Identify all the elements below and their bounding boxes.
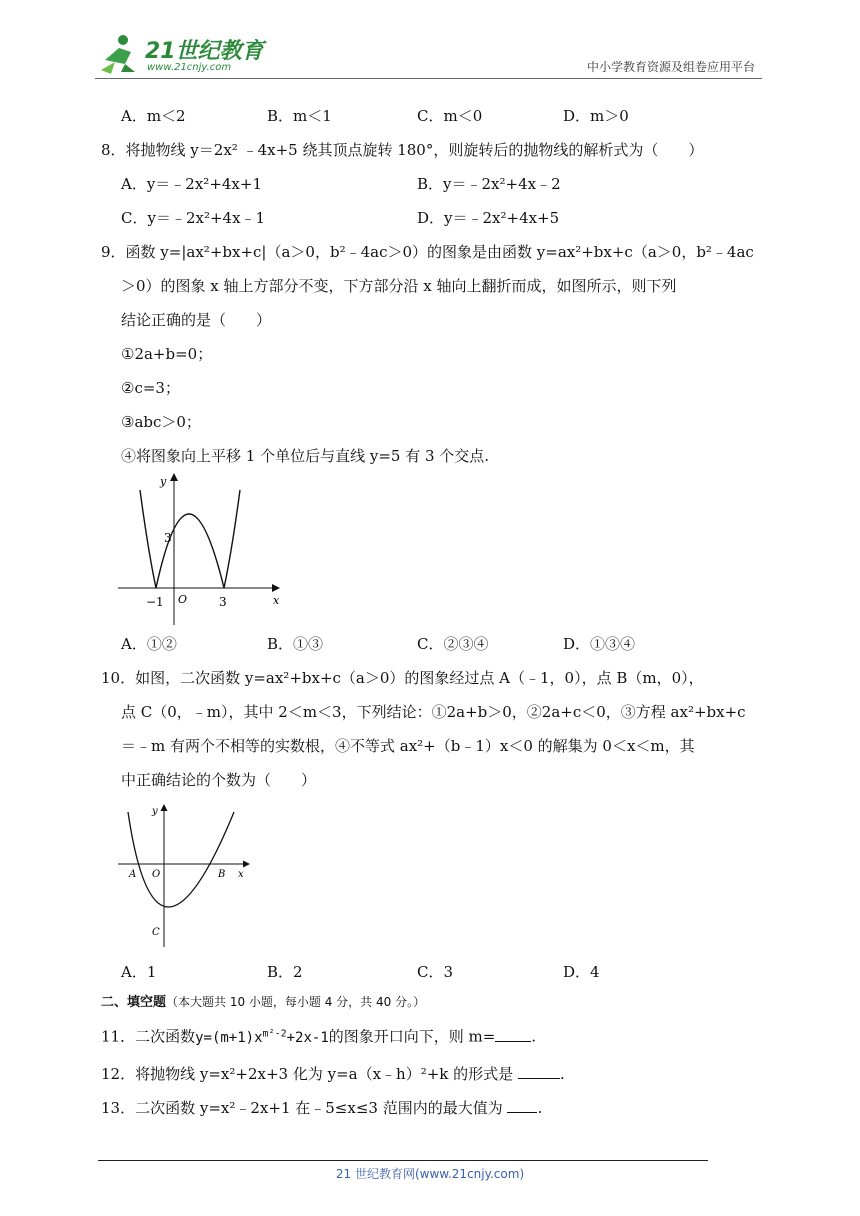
q11-line [101, 1024, 536, 1048]
q9-statement-2: ②c=3； [121, 379, 180, 397]
q10-option-a: A．1 [121, 963, 157, 981]
q10-stem-line-2: 点 C（0，﹣m），其中 2＜m＜3，下列结论：①2a+b＞0，②2a+c＜0，③方程 ax²+bx+c [121, 703, 746, 721]
q7-option-d: D．m＞0 [563, 107, 629, 125]
q8-option-a: A．y＝﹣2x²+4x+1 [121, 175, 263, 193]
q9-statement-4: ④将图象向上平移 1 个单位后与直线 y=5 有 3 个交点. [121, 447, 490, 465]
q9-graph [118, 470, 288, 630]
q9-stem-line-1: 9．函数 y=|ax²+bx+c|（a＞0，b²﹣4ac＞0）的图象是由函数 y=ax²+bx+c（a＞0，b²﹣4ac [101, 243, 754, 261]
q10-y-label: y [152, 806, 158, 817]
q10-graph [116, 802, 256, 950]
header-divider [95, 78, 762, 79]
q7-option-c: C．m＜0 [417, 107, 483, 125]
q9-stem-line-2: ＞0）的图象 x 轴上方部分不变，下方部分沿 x 轴向上翻折而成，如图所示，则下列 [121, 277, 677, 295]
logo-url: www.21cnjy.com [147, 62, 232, 73]
q10-option-d: D．4 [563, 963, 600, 981]
q9-tick-3x: 3 [219, 595, 227, 609]
q9-curve-right [224, 490, 240, 588]
q7-option-b: B．m＜1 [267, 107, 332, 125]
q10-option-b: B．2 [267, 963, 303, 981]
q9-tick-neg1: −1 [146, 595, 164, 609]
q8-stem: 8．将抛物线 y＝2x² ﹣4x+5 绕其顶点旋转 180°，则旋转后的抛物线的解析式为（ ） [101, 141, 704, 159]
q10-point-a: A [129, 869, 137, 880]
q9-option-c: C．②③④ [417, 635, 489, 653]
section2-title: 二、填空题 [101, 995, 167, 1010]
q12-end: . [559, 1065, 565, 1083]
q10-point-b: B [218, 869, 226, 880]
q11-suffix: 的图象开口向下，则 m= [328, 1027, 496, 1046]
q9-x-label: x [273, 594, 280, 607]
q9-option-d: D．①③④ [563, 635, 636, 653]
q11-formula [195, 1030, 329, 1046]
q10-origin-label: O [152, 869, 161, 880]
section2-heading [101, 992, 425, 1013]
q13-line [101, 1098, 542, 1118]
q11-formula-exp: m²-2 [262, 1028, 287, 1039]
site-name: 中小学教育资源及组卷应用平台 [586, 60, 755, 74]
q10-parabola [128, 812, 234, 907]
q9-y-label: y [160, 475, 167, 488]
q8-option-b: B．y＝﹣2x²+4x﹣2 [417, 175, 561, 193]
section2-note: （本大题共 10 小题，每小题 4 分，共 40 分。） [166, 995, 426, 1009]
q13-text: 13．二次函数 y=x²﹣2x+1 在﹣5≤x≤3 范围内的最大值为 [101, 1099, 508, 1117]
q9-curve-middle [156, 514, 224, 588]
q11-prefix: 11．二次函数 [101, 1027, 196, 1046]
q10-option-c: C．3 [417, 963, 454, 981]
q10-stem-line-3: ＝﹣m 有两个不相等的实数根，④不等式 ax²+（b﹣1）x＜0 的解集为 0＜x＜m，其 [121, 737, 695, 755]
logo-text: 21世纪教育 [145, 39, 264, 64]
footer-text[interactable]: 21 世纪教育网(www.21cnjy.com) [335, 1167, 525, 1181]
q9-option-b: B．①③ [267, 635, 324, 653]
site-logo [95, 30, 265, 78]
q10-stem-line-4: 中正确结论的个数为（ ） [121, 771, 317, 789]
q9-statement-1: ①2a+b=0； [121, 345, 213, 363]
q11-end: . [531, 1027, 537, 1046]
q12-text: 12．将抛物线 y=x²+2x+3 化为 y=a（x﹣h）²+k 的形式是 [101, 1065, 518, 1083]
q10-x-label: x [238, 869, 244, 880]
q9-curve-left [140, 490, 156, 588]
q9-stem-line-3: 结论正确的是（ ） [121, 311, 272, 329]
q13-answer-blank[interactable] [507, 1112, 537, 1113]
q9-statement-3: ③abc＞0； [121, 413, 201, 431]
q10-point-c: C [152, 927, 160, 938]
q9-tick-3y: 3 [164, 531, 172, 545]
q8-option-c: C．y＝﹣2x²+4x﹣1 [121, 209, 266, 227]
footer-divider [98, 1160, 708, 1161]
q9-option-a: A．①② [121, 635, 177, 653]
q7-option-a: A．m＜2 [121, 107, 186, 125]
q13-end: . [537, 1099, 543, 1117]
q9-origin-label: O [178, 593, 188, 606]
q11-formula-tail: +2x-1 [286, 1029, 329, 1046]
q12-line [101, 1064, 565, 1084]
q11-answer-blank[interactable] [495, 1041, 531, 1042]
q8-option-d: D．y＝﹣2x²+4x+5 [417, 209, 560, 227]
q10-stem-line-1: 10．如图，二次函数 y=ax²+bx+c（a＞0）的图象经过点 A（﹣1，0），点 B（m，0）， [101, 669, 704, 687]
q11-formula-base: y=(m+1)x [195, 1029, 263, 1046]
q12-answer-blank[interactable] [518, 1078, 560, 1079]
